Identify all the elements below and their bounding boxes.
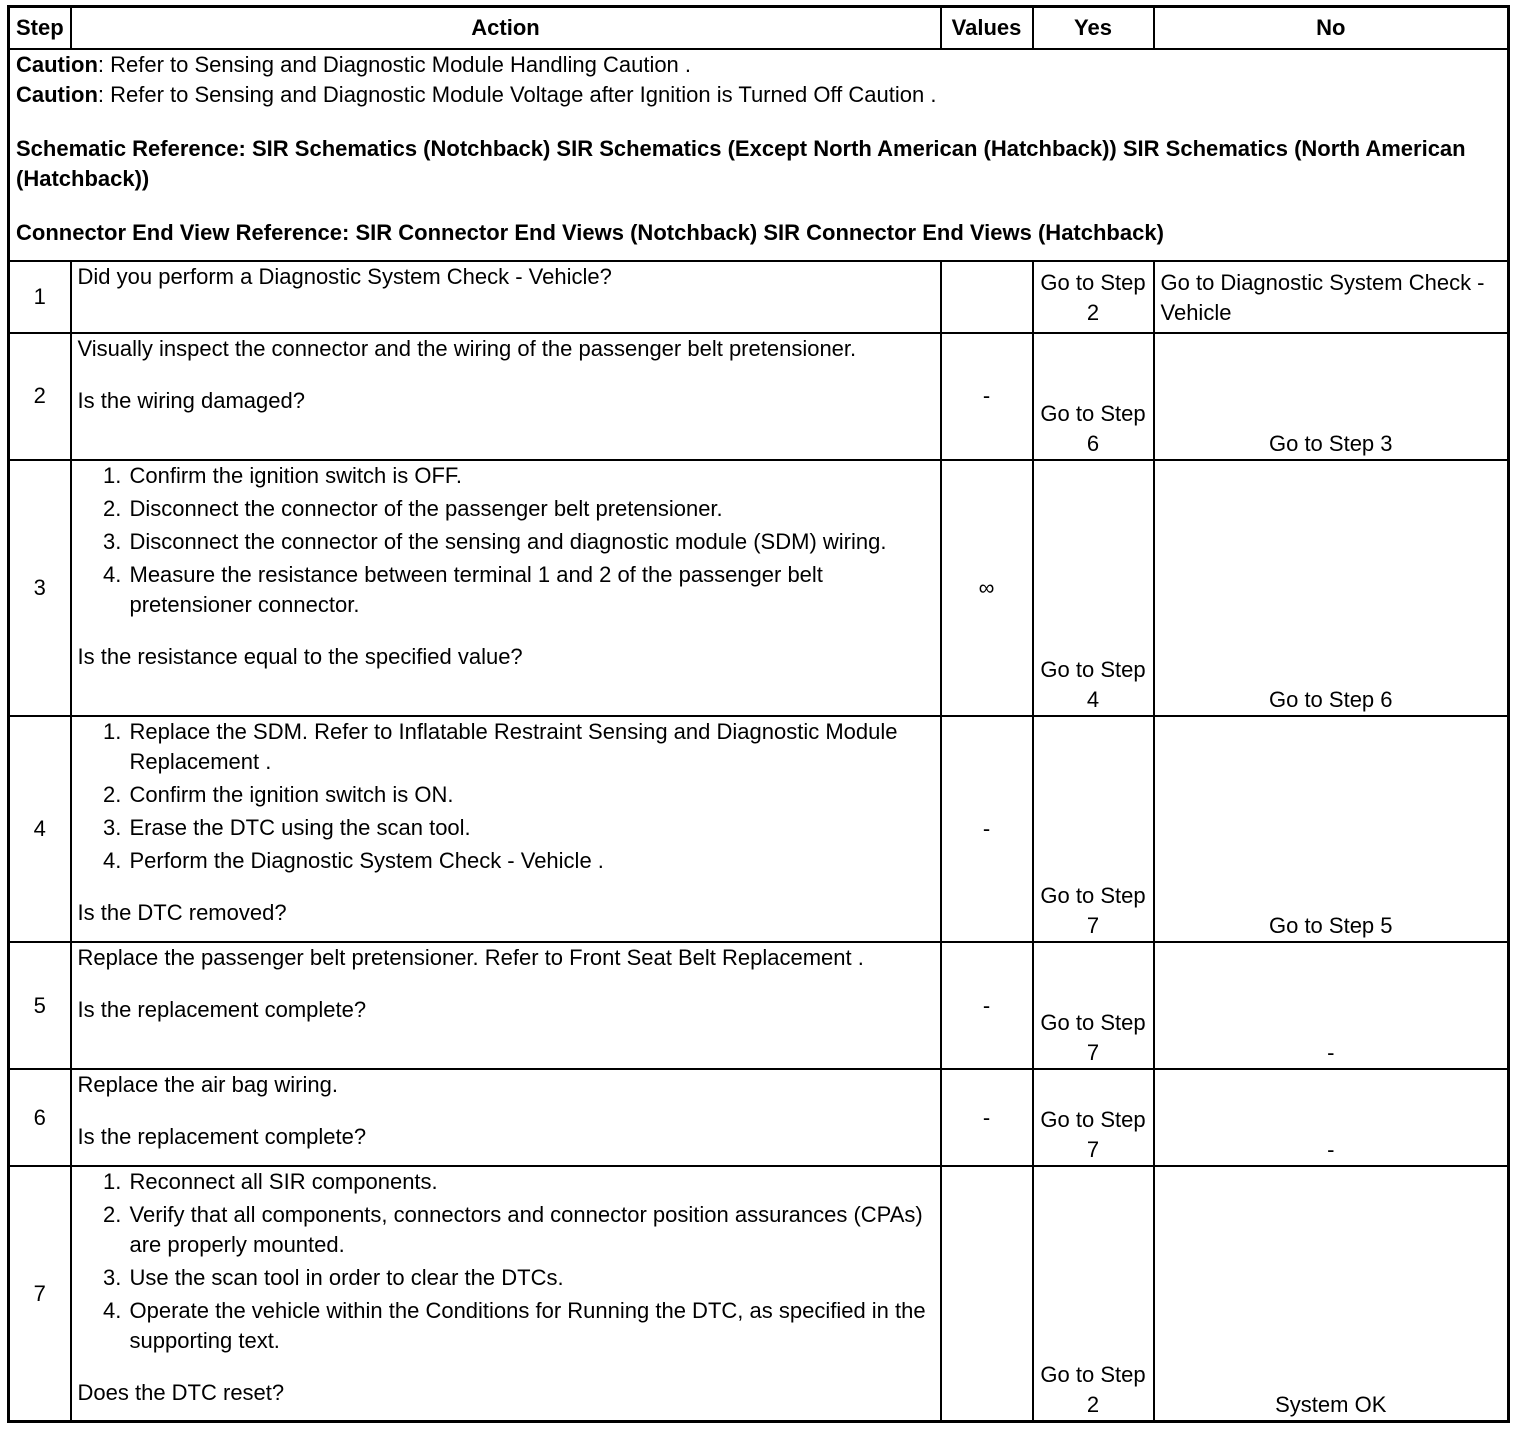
value-cell bbox=[941, 261, 1033, 333]
value-cell bbox=[941, 1166, 1033, 1421]
step-number: 6 bbox=[9, 1069, 71, 1166]
caution-2-text: : Refer to Sensing and Diagnostic Module Voltage after Ignition is Turned Off Caution . bbox=[97, 81, 937, 107]
action-question: Is the wiring damaged? bbox=[77, 387, 305, 413]
action-cell bbox=[71, 716, 941, 942]
action-question: Does the DTC reset? bbox=[77, 1380, 285, 1406]
list-item: 3. Disconnect the connector of the sensing and diagnostic module (SDM) wiring. bbox=[128, 527, 934, 557]
action-list bbox=[78, 461, 934, 620]
no-column-header: No bbox=[1154, 7, 1509, 49]
action-column-header: Action bbox=[71, 7, 941, 49]
schematic-reference: Schematic Reference: SIR Schematics (Notchback) SIR Schematics (Except North American (Hatchback)) SIR Schematics (North American (Hatchback)) bbox=[16, 135, 1466, 191]
step-row-3 bbox=[9, 460, 1509, 716]
yes-link[interactable]: Go to Step 6 bbox=[1033, 333, 1154, 460]
step-number: 5 bbox=[9, 942, 71, 1069]
caution-2 bbox=[16, 80, 1501, 110]
step-number: 2 bbox=[9, 333, 71, 460]
action-cell bbox=[71, 942, 941, 1069]
list-item: 4. Perform the Diagnostic System Check - Vehicle . bbox=[128, 846, 934, 876]
list-item: 1. Replace the SDM. Refer to Inflatable Restraint Sensing and Diagnostic Module Replacement . bbox=[128, 717, 934, 777]
action-cell bbox=[71, 460, 941, 716]
step-row-2 bbox=[9, 333, 1509, 460]
yes-link[interactable]: Go to Step 7 bbox=[1033, 716, 1154, 942]
step-row-4 bbox=[9, 716, 1509, 942]
list-item: 2. Confirm the ignition switch is ON. bbox=[128, 780, 934, 810]
action-question: Is the replacement complete? bbox=[77, 1124, 367, 1150]
step-row-7 bbox=[9, 1166, 1509, 1421]
yes-link[interactable]: Go to Step 7 bbox=[1033, 942, 1154, 1069]
step-number: 7 bbox=[9, 1166, 71, 1421]
action-text: Visually inspect the connector and the wiring of the passenger belt pretensioner. bbox=[77, 335, 857, 361]
caution-1 bbox=[16, 50, 1501, 80]
list-item: 4. Operate the vehicle within the Conditions for Running the DTC, as specified in the supporting text. bbox=[128, 1296, 934, 1356]
step-number: 1 bbox=[9, 261, 71, 333]
step-number: 4 bbox=[9, 716, 71, 942]
diagnostic-table bbox=[7, 5, 1510, 1423]
action-question: Is the resistance equal to the specified value? bbox=[77, 643, 523, 669]
value-cell: - bbox=[941, 1069, 1033, 1166]
list-item: 2. Verify that all components, connectors and connector position assurances (CPAs) are properly mounted. bbox=[128, 1200, 934, 1260]
no-link[interactable]: Go to Step 5 bbox=[1154, 716, 1509, 942]
caution-label: Caution bbox=[16, 81, 98, 107]
value-cell: - bbox=[941, 942, 1033, 1069]
step-row-1 bbox=[9, 261, 1509, 333]
action-list bbox=[78, 717, 934, 876]
no-link[interactable]: Go to Diagnostic System Check - Vehicle bbox=[1154, 261, 1509, 333]
no-link[interactable]: Go to Step 3 bbox=[1154, 333, 1509, 460]
action-cell bbox=[71, 1166, 941, 1421]
yes-link[interactable]: Go to Step 4 bbox=[1033, 460, 1154, 716]
connector-end-view-reference: Connector End View Reference: SIR Connector End Views (Notchback) SIR Connector End Views (Hatchback) bbox=[16, 219, 1164, 245]
caution-1-text: : Refer to Sensing and Diagnostic Module Handling Caution . bbox=[97, 51, 692, 77]
action-text: Did you perform a Diagnostic System Check - Vehicle? bbox=[71, 261, 941, 333]
list-item: 2. Disconnect the connector of the passenger belt pretensioner. bbox=[128, 494, 934, 524]
notes-row bbox=[9, 49, 1509, 261]
action-text: Replace the air bag wiring. bbox=[77, 1072, 338, 1098]
list-item: 3. Use the scan tool in order to clear the DTCs. bbox=[128, 1263, 934, 1293]
no-value: - bbox=[1154, 1069, 1509, 1166]
notes-cell bbox=[9, 49, 1509, 261]
action-text: Replace the passenger belt pretensioner. Refer to Front Seat Belt Replacement . bbox=[77, 945, 864, 971]
step-row-6 bbox=[9, 1069, 1509, 1166]
no-link[interactable]: Go to Step 6 bbox=[1154, 460, 1509, 716]
yes-column-header: Yes bbox=[1033, 7, 1154, 49]
value-cell: - bbox=[941, 333, 1033, 460]
action-list bbox=[78, 1167, 934, 1356]
value-cell: ∞ bbox=[941, 460, 1033, 716]
header-row bbox=[9, 7, 1509, 49]
step-row-5 bbox=[9, 942, 1509, 1069]
value-cell: - bbox=[941, 716, 1033, 942]
action-question: Is the replacement complete? bbox=[77, 997, 367, 1023]
yes-link[interactable]: Go to Step 2 bbox=[1033, 261, 1154, 333]
step-column-header: Step bbox=[9, 7, 71, 49]
action-cell bbox=[71, 333, 941, 460]
action-question: Is the DTC removed? bbox=[77, 899, 287, 925]
yes-link[interactable]: Go to Step 2 bbox=[1033, 1166, 1154, 1421]
list-item: 4. Measure the resistance between terminal 1 and 2 of the passenger belt pretensioner connector. bbox=[128, 560, 934, 620]
list-item: 3. Erase the DTC using the scan tool. bbox=[128, 813, 934, 843]
caution-label: Caution bbox=[16, 51, 98, 77]
list-item: 1. Confirm the ignition switch is OFF. bbox=[128, 461, 934, 491]
list-item: 1. Reconnect all SIR components. bbox=[128, 1167, 934, 1197]
yes-link[interactable]: Go to Step 7 bbox=[1033, 1069, 1154, 1166]
action-cell bbox=[71, 1069, 941, 1166]
values-column-header: Values bbox=[941, 7, 1033, 49]
no-value: System OK bbox=[1154, 1166, 1509, 1421]
step-number: 3 bbox=[9, 460, 71, 716]
no-value: - bbox=[1154, 942, 1509, 1069]
